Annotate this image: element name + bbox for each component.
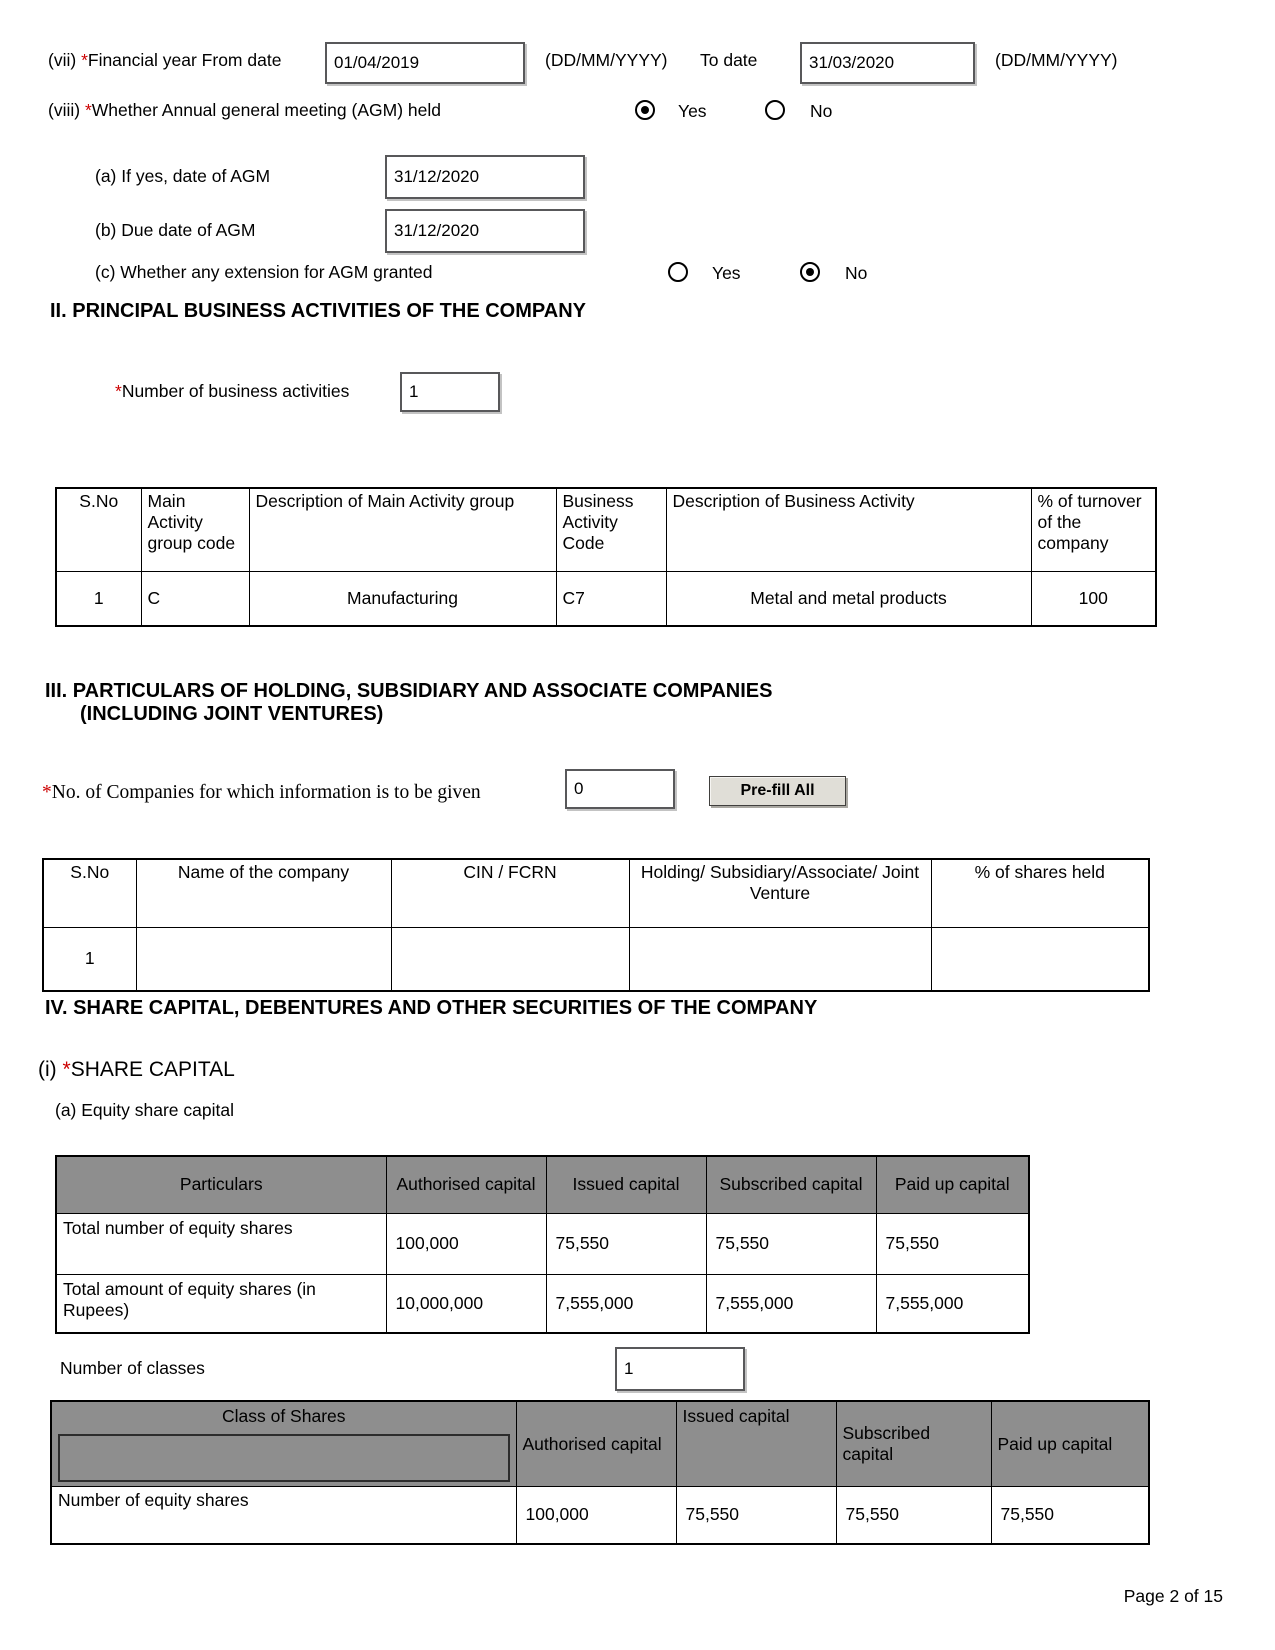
th-description-business-activity: Description of Business Activity — [666, 488, 1031, 571]
th-issued-capital: Issued capital — [676, 1401, 836, 1487]
financial-year-label — [48, 50, 281, 71]
th-class-of-shares — [51, 1401, 516, 1487]
th-shares-held-percent: % of shares held — [931, 859, 1149, 927]
prefill-all-button[interactable]: Pre-fill All — [709, 776, 846, 806]
th-paid-up-capital: Paid up capital — [876, 1156, 1029, 1213]
num-classes-input[interactable] — [615, 1347, 745, 1391]
to-date-format-hint: (DD/MM/YYYY) — [995, 50, 1118, 70]
agm-held-no-radio[interactable] — [765, 100, 785, 120]
cell-description-main-activity: Manufacturing — [249, 571, 556, 626]
agm-extension-yes-label: Yes — [712, 263, 741, 283]
cell-row-label: Total number of equity shares — [56, 1213, 386, 1274]
business-activities-header-row — [56, 488, 1156, 571]
class-equity-shares-row — [51, 1487, 1149, 1544]
cell-description-business-activity: Metal and metal products — [666, 571, 1031, 626]
agm-held-no-label: No — [810, 101, 833, 121]
cell-main-activity-group-code[interactable]: C — [141, 571, 249, 626]
class-of-shares-table — [50, 1400, 1150, 1545]
required-asterisk: * — [84, 100, 92, 120]
cell-authorised[interactable]: 100,000 — [386, 1213, 546, 1274]
share-capital-heading-text: SHARE CAPITAL — [70, 1058, 235, 1081]
cell-issued[interactable]: 75,550 — [546, 1213, 706, 1274]
share-capital-heading — [38, 1058, 235, 1082]
cell-authorised[interactable]: 10,000,000 — [386, 1274, 546, 1333]
companies-table — [42, 858, 1150, 992]
th-business-activity-code: Business Activity Code — [556, 488, 666, 571]
cell-turnover-percent[interactable]: 100 — [1031, 571, 1156, 626]
th-company-name: Name of the company — [136, 859, 391, 927]
company-row — [43, 927, 1149, 991]
th-particulars: Particulars — [56, 1156, 386, 1213]
cell-sno: 1 — [56, 571, 141, 626]
page-indicator: Page 2 of 15 — [1123, 1586, 1223, 1606]
num-companies-label-text: No. of Companies for which information is to be given — [51, 782, 481, 803]
class-of-shares-input[interactable] — [58, 1434, 510, 1482]
financial-year-to-input[interactable] — [800, 42, 975, 84]
companies-header-row — [43, 859, 1149, 927]
num-activities-label-text: Number of business activities — [121, 381, 350, 401]
financial-year-label-text: Financial year From date — [87, 50, 282, 70]
th-turnover-percent: % of turnover of the company — [1031, 488, 1156, 571]
cell-issued[interactable]: 7,555,000 — [546, 1274, 706, 1333]
th-cin-fcrn: CIN / FCRN — [391, 859, 629, 927]
th-holding-type: Holding/ Subsidiary/Associate/ Joint Venture — [629, 859, 931, 927]
financial-year-from-input[interactable] — [325, 42, 525, 84]
th-paid-up-capital: Paid up capital — [991, 1401, 1149, 1487]
section4-title: IV. SHARE CAPITAL, DEBENTURES AND OTHER SECURITIES OF THE COMPANY — [45, 997, 818, 1019]
cell-company-name[interactable] — [136, 927, 391, 991]
from-date-format-hint: (DD/MM/YYYY) — [545, 50, 668, 70]
cell-row-label: Number of equity shares — [51, 1487, 516, 1544]
cell-sno: 1 — [43, 927, 136, 991]
cell-shares-held-percent[interactable] — [931, 927, 1149, 991]
th-main-activity-group-code: Main Activity group code — [141, 488, 249, 571]
cell-business-activity-code[interactable]: C7 — [556, 571, 666, 626]
agm-due-date-input[interactable] — [385, 209, 585, 253]
equity-shares-count-row — [56, 1213, 1029, 1274]
th-description-main-activity: Description of Main Activity group — [249, 488, 556, 571]
cell-subscribed[interactable]: 7,555,000 — [706, 1274, 876, 1333]
cell-issued[interactable]: 75,550 — [676, 1487, 836, 1544]
agm-held-yes-label: Yes — [678, 101, 707, 121]
section3-title-line1: III. PARTICULARS OF HOLDING, SUBSIDIARY AND ASSOCIATE COMPANIES — [45, 680, 773, 702]
agm-held-yes-radio[interactable] — [635, 100, 655, 120]
num-activities-input[interactable] — [400, 372, 500, 412]
class-of-shares-title: Class of Shares — [221, 1406, 346, 1426]
financial-year-prefix: (vii) — [48, 50, 77, 70]
agm-extension-no-radio[interactable] — [800, 262, 820, 282]
to-date-label: To date — [700, 50, 758, 70]
equity-share-capital-label: (a) Equity share capital — [55, 1100, 234, 1120]
cell-paid-up[interactable]: 7,555,000 — [876, 1274, 1029, 1333]
cell-holding-type[interactable] — [629, 927, 931, 991]
num-companies-label — [42, 782, 481, 804]
class-of-shares-header-row — [51, 1401, 1149, 1487]
agm-extension-no-label: No — [845, 263, 868, 283]
cell-subscribed[interactable]: 75,550 — [836, 1487, 991, 1544]
equity-shares-amount-row — [56, 1274, 1029, 1333]
th-subscribed-capital: Subscribed capital — [706, 1156, 876, 1213]
share-capital-prefix: (i) — [38, 1058, 57, 1081]
agm-due-date-label: (b) Due date of AGM — [95, 220, 256, 240]
cell-paid-up[interactable]: 75,550 — [876, 1213, 1029, 1274]
agm-held-label-text: Whether Annual general meeting (AGM) held — [91, 100, 441, 120]
num-classes-label: Number of classes — [60, 1358, 205, 1378]
num-companies-input[interactable] — [565, 769, 675, 809]
th-sno: S.No — [56, 488, 141, 571]
required-asterisk: * — [81, 50, 88, 70]
agm-held-prefix: (viii) — [48, 100, 81, 120]
agm-date-input[interactable] — [385, 155, 585, 199]
section3-title-line2: (INCLUDING JOINT VENTURES) — [80, 703, 384, 725]
cell-cin-fcrn[interactable] — [391, 927, 629, 991]
section3-title — [45, 680, 772, 726]
equity-capital-table — [55, 1155, 1030, 1334]
th-subscribed-capital: Subscribed capital — [836, 1401, 991, 1487]
required-asterisk: * — [42, 782, 52, 803]
cell-subscribed[interactable]: 75,550 — [706, 1213, 876, 1274]
business-activity-row — [56, 571, 1156, 626]
agm-held-label — [48, 100, 441, 121]
cell-authorised[interactable]: 100,000 — [516, 1487, 676, 1544]
agm-extension-label: (c) Whether any extension for AGM granted — [95, 262, 433, 282]
required-asterisk: * — [62, 1058, 71, 1081]
th-issued-capital: Issued capital — [546, 1156, 706, 1213]
section2-title: II. PRINCIPAL BUSINESS ACTIVITIES OF THE COMPANY — [50, 300, 586, 322]
agm-extension-yes-radio[interactable] — [668, 262, 688, 282]
th-authorised-capital: Authorised capital — [386, 1156, 546, 1213]
agm-date-label: (a) If yes, date of AGM — [95, 166, 271, 186]
cell-paid-up[interactable]: 75,550 — [991, 1487, 1149, 1544]
cell-row-label: Total amount of equity shares (in Rupees) — [56, 1274, 386, 1333]
required-asterisk: * — [115, 381, 122, 401]
business-activities-table — [55, 487, 1157, 627]
equity-capital-header-row — [56, 1156, 1029, 1213]
th-authorised-capital: Authorised capital — [516, 1401, 676, 1487]
num-activities-label — [115, 381, 349, 402]
th-sno: S.No — [43, 859, 136, 927]
